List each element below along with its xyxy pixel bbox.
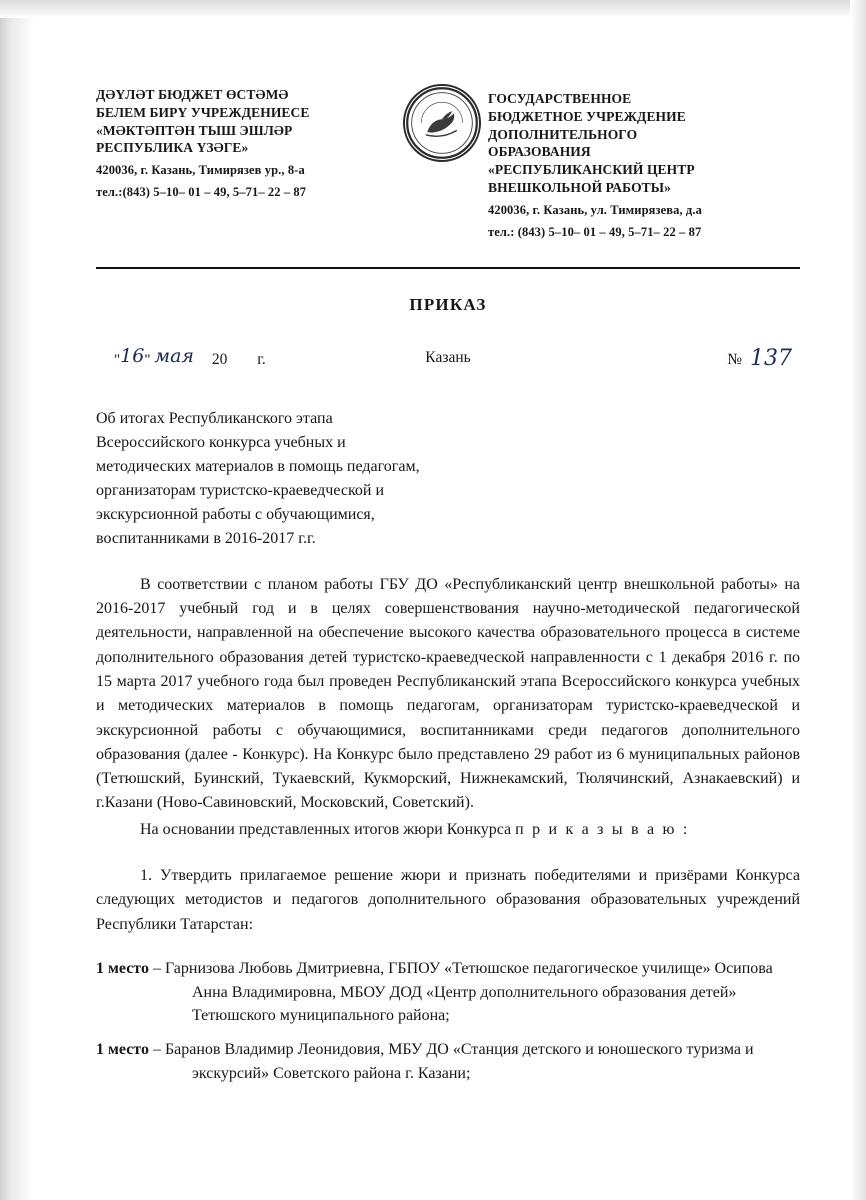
date-quote-open: " [114,351,121,368]
subject-line-3: методических материалов в помощь педагогам, [96,457,420,475]
document-content [96,70,800,1095]
document-city: Казань [425,348,471,366]
letterhead-russian-phone: тел.: (843) 5–10– 01 – 49, 5–71– 22 – 87 [488,224,702,239]
letterhead [96,70,800,241]
subject-line-4: организаторам туристско-краеведческой и [96,481,385,499]
letterhead-tatar-line1: ДӘҮЛӘТ БЮДЖЕТ ӨСТӘМӘ [96,87,289,102]
number-label: № [727,350,742,368]
body-paragraph-1: В соответствии с планом работы ГБУ ДО «Республиканский центр внешкольной работы» на 2016-2017 учебный год и в целях совершенствования научно-методической педагогической деятельности, направленной на обеспечение высокого качества образовательного процесса в системе дополнительного образования детей туристско-краеведческой направленности с 1 декабря 2016 г. по 15 марта 2017 учебного года был проведен Республиканский этапа Всероссийского конкурса учебных и методических материалов в помощь педагогам, организаторам туристско-краеведческой и экскурсионной работы с обучающимися, воспитанниками среди педагогов дополнительного образования (далее - Конкурс). На Конкурс было представлено 29 работ из 6 муниципальных районов (Тетюшский, Буинский, Тукаевский, Кукморский, Нижнекамский, Тюлячинский, Азнакаевский) и г.Казани (Ново-Савиновский, Московский, Советский). [96,575,800,812]
scan-edge-top [0,0,866,18]
subject-line-1: Об итогах Республиканского этапа [96,409,333,427]
list-item [96,957,800,1028]
coat-of-arms-icon [403,84,481,162]
letterhead-russian-address: 420036, г. Казань, ул. Тимирязева, д.а [488,202,702,217]
body-paragraph-2 [96,818,800,842]
winner-text: – Баранов Владимир Леонидовия, МБУ ДО «Станция детского и юношеского туризма и экскурсий» Советского района г. Казани; [148,1041,754,1082]
letterhead-tatar-line3: «МӘКТӘПТӘН ТЫШ ЭШЛӘР [96,122,293,138]
date-quote-close: " [144,351,151,368]
winner-place: 1 место [96,1041,149,1059]
date-year-suffix: г. [257,350,266,368]
winner-text: – Гарнизова Любовь Дмитриевна, ГБПОУ «Тетюшское педагогическое училище» Осипова Анна Владимировна, МБОУ ДОД «Центр дополнительного образования детей» Тетюшского муниципального района; [148,960,773,1025]
subject-line-6: воспитанниками в 2016-2017 г.г. [96,529,316,547]
subject-line-2: Всероссийского конкурса учебных и [96,433,346,451]
letterhead-russian-line1: ГОСУДАРСТВЕННОЕ [488,91,632,106]
letterhead-tatar-line4: РЕСПУБЛИКА ҮЗӘГЕ» [96,140,249,156]
date-day-handwritten: 16 [120,344,145,367]
letterhead-russian-block [488,70,800,241]
letterhead-russian-line3: ДОПОЛНИТЕЛЬНОГО [488,126,638,142]
document-meta-row [96,337,800,381]
header-divider [96,267,800,269]
letterhead-russian-line4: ОБРАЗОВАНИЯ [488,144,591,160]
letterhead-tatar-line2: БЕЛЕМ БИРҮ УЧРЕЖДЕНИЕСЕ [96,104,310,120]
letterhead-tatar-block [96,70,396,201]
emblem-container [399,70,485,162]
date-year-prefix: 20 [211,350,228,368]
subject-line-5: экскурсионной работы с обучающимися, [96,505,375,523]
letterhead-tatar-address: 420036, г. Казань, Тимирязев ур., 8-а [96,163,305,178]
body-paragraph-2-plain: На основании представленных итогов жюри Конкурса [140,820,516,838]
date-month-handwritten: мая [154,344,194,367]
scan-edge-left [0,0,34,1200]
body-paragraph-3: 1. Утвердить прилагаемое решение жюри и признать победителями и призёрами Конкурса следующих методистов и педагогов дополнительного образования образовательных учреждений Республики Татарстан: [96,867,800,933]
letterhead-russian-line6: ВНЕШКОЛЬНОЙ РАБОТЫ» [488,180,671,196]
scan-edge-right [850,0,866,1200]
letterhead-russian-line2: БЮДЖЕТНОЕ УЧРЕЖДЕНИЕ [488,108,686,124]
document-subject [96,407,566,551]
winner-place: 1 место [96,960,149,977]
letterhead-russian-line5: «РЕСПУБЛИКАНСКИЙ ЦЕНТР [488,162,695,178]
list-item [96,1038,800,1085]
number-value-handwritten: 137 [750,345,792,371]
document-number [727,345,792,370]
winners-list [96,957,800,1085]
page-title: ПРИКАЗ [409,294,487,314]
letterhead-tatar-phone: тел.:(843) 5–10– 01 – 49, 5–71– 22 – 87 [96,185,307,200]
body-paragraph-2-order-word: п р и к а з ы в а ю : [515,820,690,838]
document-date [114,344,266,369]
